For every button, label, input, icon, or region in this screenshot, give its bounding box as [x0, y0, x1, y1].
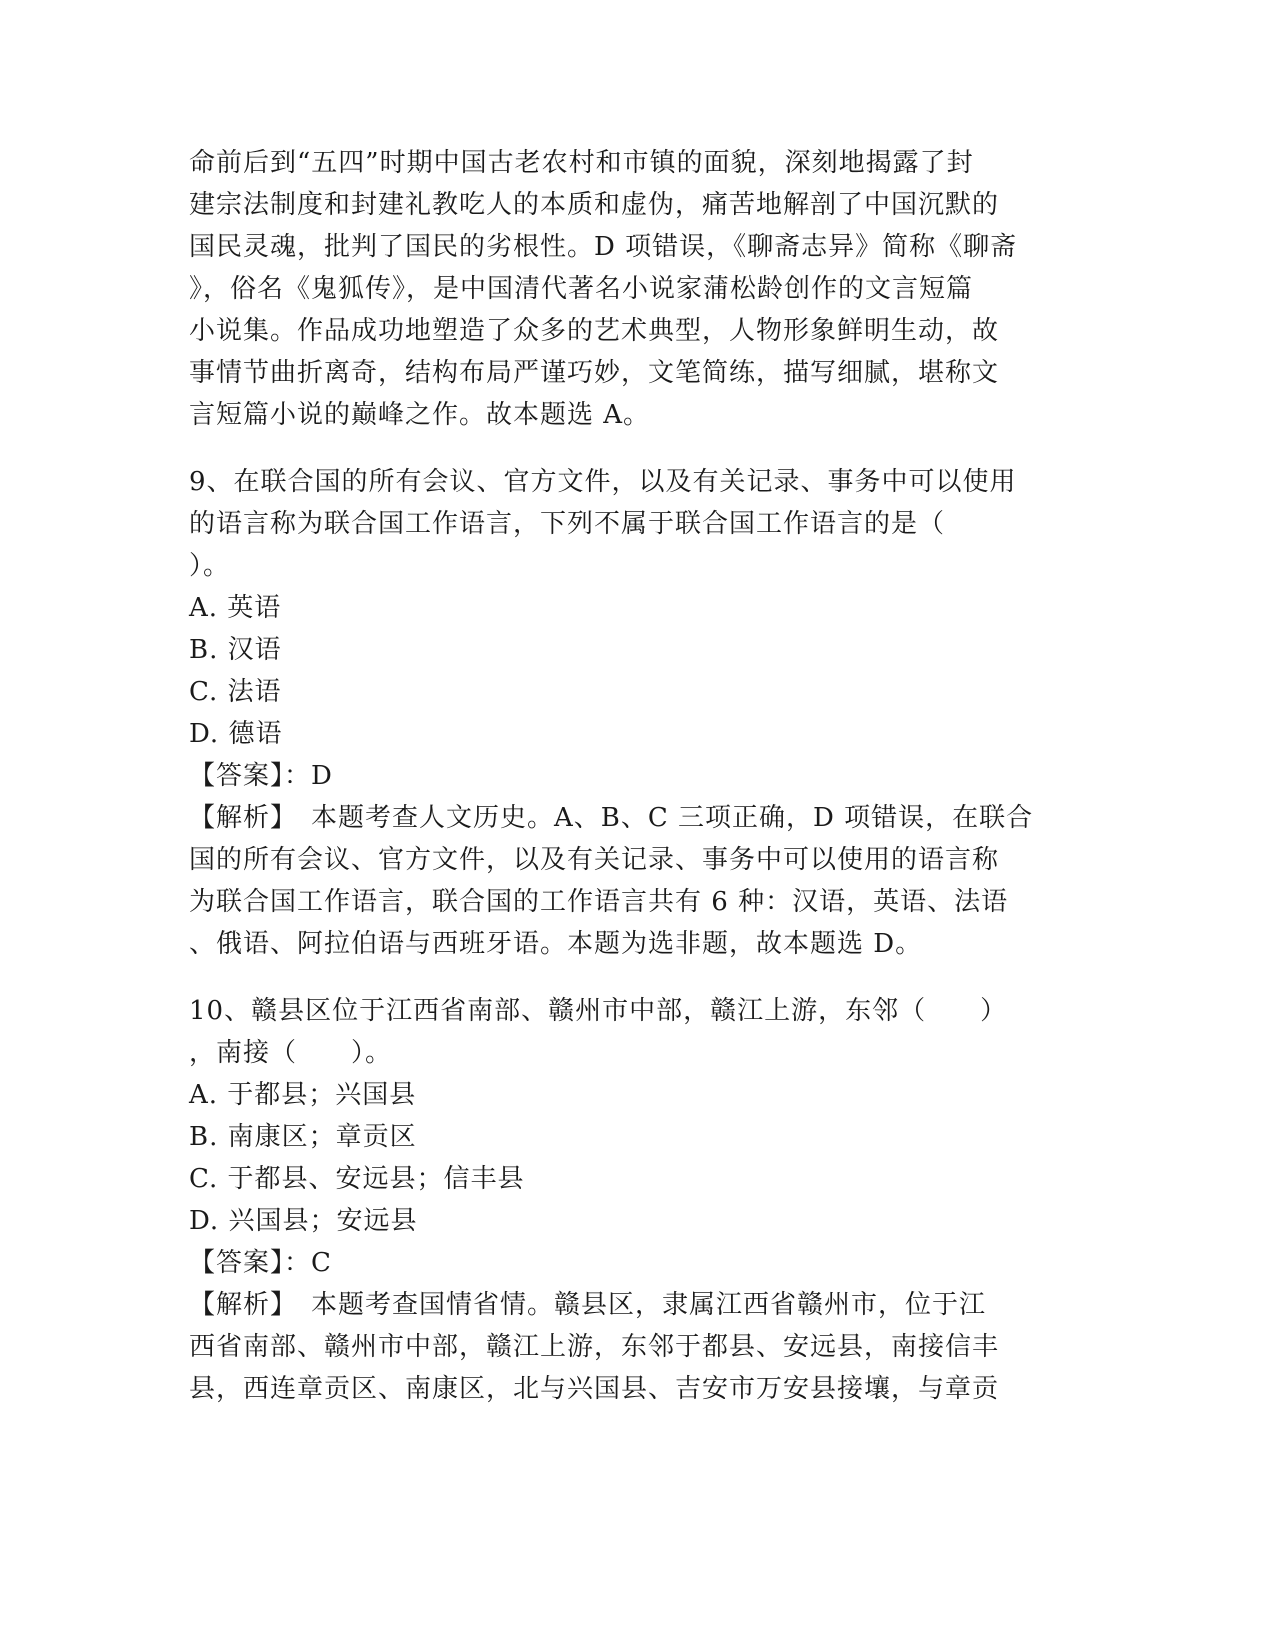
prev-explanation-line: 命前后到“五四”时期中国古老农村和市镇的面貌，深刻地揭露了封 [189, 148, 974, 178]
explanation-line: 【解析】 本题考查人文历史。A、B、C 三项正确，D 项错误，在联合 [189, 803, 1034, 833]
explanation-line: 县，西连章贡区、南康区，北与兴国县、吉安市万安县接壤，与章贡 [189, 1374, 1000, 1404]
prev-explanation-line: 国民灵魂，批判了国民的劣根性。D 项错误，《聊斋志异》简称《聊斋 [189, 232, 1018, 262]
option-d: D. 兴国县；安远县 [189, 1206, 418, 1236]
prev-explanation-line: 言短篇小说的巅峰之作。故本题选 A。 [189, 400, 651, 430]
prev-explanation-line: 事情节曲折离奇，结构布局严谨巧妙，文笔简练，描写细腻，堪称文 [189, 358, 1000, 388]
answer: 【答案】：D [189, 761, 333, 791]
prev-explanation-line: 小说集。作品成功地塑造了众多的艺术典型，人物形象鲜明生动，故 [189, 316, 1000, 346]
question-stem-line: ）。 [189, 551, 231, 581]
explanation-line: 国的所有会议、官方文件，以及有关记录、事务中可以使用的语言称 [189, 845, 1000, 875]
explanation-line: 、俄语、阿拉伯语与西班牙语。本题为选非题，故本题选 D。 [189, 929, 923, 959]
question-stem-line: 9、在联合国的所有会议、官方文件，以及有关记录、事务中可以使用 [189, 467, 1017, 497]
question-stem-line: ，南接（ ）。 [189, 1038, 393, 1068]
option-a: A. 于都县；兴国县 [189, 1080, 417, 1110]
option-b: B. 南康区；章贡区 [189, 1122, 417, 1152]
option-c: C. 法语 [189, 677, 282, 707]
prev-explanation-line: 》，俗名《鬼狐传》，是中国清代著名小说家蒲松龄创作的文言短篇 [189, 274, 974, 304]
question-stem-line: 10、赣县区位于江西省南部、赣州市中部，赣江上游，东邻（ ） [189, 996, 1008, 1026]
question-stem-line: 的语言称为联合国工作语言，下列不属于联合国工作语言的是（ [189, 509, 946, 539]
option-d: D. 德语 [189, 719, 283, 749]
answer: 【答案】：C [189, 1248, 332, 1278]
option-c: C. 于都县、安远县；信丰县 [189, 1164, 525, 1194]
option-b: B. 汉语 [189, 635, 282, 665]
explanation-line: 【解析】 本题考查国情省情。赣县区，隶属江西省赣州市，位于江 [189, 1290, 987, 1320]
option-a: A. 英语 [189, 593, 282, 623]
prev-explanation-line: 建宗法制度和封建礼教吃人的本质和虚伪，痛苦地解剖了中国沉默的 [189, 190, 1000, 220]
explanation-line: 为联合国工作语言，联合国的工作语言共有 6 种：汉语，英语、法语 [189, 887, 1009, 917]
explanation-line: 西省南部、赣州市中部，赣江上游，东邻于都县、安远县，南接信丰 [189, 1332, 1000, 1362]
